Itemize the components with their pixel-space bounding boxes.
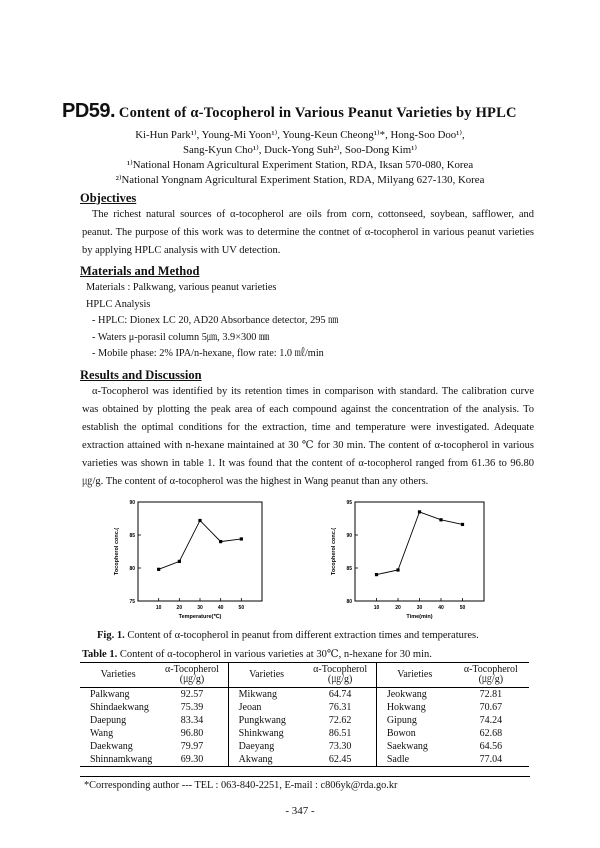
plot-frame — [355, 502, 484, 601]
variety-cell: Jeoan — [228, 701, 304, 714]
value-cell: 64.56 — [479, 740, 503, 752]
variety-cell: Hokwang — [376, 701, 452, 714]
value-cell: 73.30 — [328, 740, 352, 752]
header-unit: (㎍/g) — [327, 674, 353, 685]
data-point — [375, 573, 378, 576]
header-varieties: Varieties — [228, 663, 304, 688]
data-line — [377, 512, 463, 575]
table-label: Table 1. — [82, 649, 118, 660]
table-caption — [82, 648, 432, 660]
table-row — [80, 727, 529, 740]
x-tick-label: 40 — [217, 605, 224, 611]
time-chart — [325, 496, 490, 624]
table-row — [80, 688, 529, 702]
table-header-row — [80, 663, 529, 688]
data-point — [240, 537, 243, 540]
data-point — [198, 519, 201, 522]
variety-cell: Daeyang — [228, 740, 304, 753]
hplc-item: - Waters μ-porasil column 5㎛, 3.9×300 ㎜ — [92, 331, 270, 343]
value-cell: 64.74 — [328, 688, 352, 700]
footnote-rule — [80, 776, 530, 777]
figure-caption — [97, 630, 479, 641]
value-cell: 69.30 — [156, 753, 228, 767]
header-tocopherol-label: α-Tocopherol — [313, 664, 368, 675]
value-cell: 92.57 — [180, 688, 204, 700]
table-caption-text: Content of α-tocopherol in various varieties at 30℃, n-hexane for 30 min. — [119, 649, 432, 660]
x-tick-label: 50 — [459, 605, 466, 611]
header-tocopherol — [304, 663, 376, 688]
objectives-heading: Objectives — [80, 191, 137, 205]
y-tick-label: 90 — [346, 533, 352, 539]
plot-frame — [138, 502, 262, 601]
header-varieties: Varieties — [80, 663, 156, 688]
tocopherol-table — [80, 662, 529, 767]
variety-cell: Daepung — [90, 714, 127, 726]
figure-label: Fig. 1. — [97, 630, 125, 641]
hplc-item: - Mobile phase: 2% IPA/n-hexane, flow rate: 1.0 ㎖/min — [92, 348, 324, 359]
variety-cell: Sadle — [376, 753, 452, 767]
table-row — [80, 740, 529, 753]
author-line-2: Sang-Kyun Cho¹⁾, Duck-Yong Suh²⁾, Soo-Dong Kim¹⁾ — [182, 144, 418, 156]
header-tocopherol — [453, 663, 529, 688]
variety-cell: Shindaekwang — [90, 701, 149, 713]
header-tocopherol-label: α-Tocopherol — [165, 664, 219, 675]
x-tick-label: 10 — [373, 605, 380, 611]
x-tick-label: 20 — [395, 605, 401, 611]
y-tick-label: 85 — [129, 533, 135, 539]
data-point — [461, 523, 464, 526]
variety-cell: Wang — [90, 727, 114, 739]
table-row — [80, 714, 529, 727]
abstract-code: PD59. — [62, 100, 116, 122]
data-point — [439, 518, 442, 521]
footnote: *Corresponding author --- TEL : 063-840-2251, E-mail : c806yk@rda.go.kr — [84, 780, 398, 791]
figure-caption-text: Content of α-tocopherol in peanut from different extraction times and temperatures. — [127, 630, 479, 641]
variety-cell: Jeokwang — [376, 688, 452, 702]
value-cell: 72.62 — [328, 714, 352, 726]
title-text: Content of α-Tocopherol in Various Peanut Varieties by HPLC — [118, 105, 517, 121]
value-cell: 72.81 — [479, 688, 503, 700]
x-tick-label: 10 — [155, 605, 162, 611]
value-cell: 77.04 — [453, 753, 529, 767]
variety-cell: Saekwang — [376, 740, 452, 753]
value-cell: 76.31 — [328, 701, 352, 713]
x-tick-label: 40 — [438, 605, 444, 611]
variety-cell: Mikwang — [228, 688, 304, 702]
affiliation-2: ²⁾National Yongnam Agricultural Experiment Station, RDA, Milyang 627-130, Korea — [115, 174, 485, 186]
data-point — [178, 560, 181, 563]
variety-cell: Shinkwang — [228, 727, 304, 740]
data-point — [396, 568, 399, 571]
value-cell: 75.39 — [180, 701, 204, 713]
variety-cell: Shinnamkwang — [80, 753, 156, 767]
x-tick-label: 30 — [197, 605, 203, 611]
affiliation-1: ¹⁾National Honam Agricultural Experiment Station, RDA, Iksan 570-080, Korea — [126, 159, 474, 171]
hplc-item: - HPLC: Dionex LC 20, AD20 Absorbance detector, 295 ㎚ — [92, 315, 339, 326]
results-heading: Results and Discussion — [80, 368, 202, 382]
results-text: α-Tocopherol was identified by its retention times in comparison with standard. The calibration curve was obtained by plotting the peak area of each compound against the concentration of the analysis. To establish the optimal conditions for the extraction, time and temperature were investigated. Adequate extraction attained with n-hexane maintained at 30 ℃ for 30 min. The content of α-tocopherol in various varieties was shown in table 1. It was found that the content of α-tocopherol ranged from 61.36 to 96.80 ㎍/g. The content of α-tocopherol was the highest in Wang peanut than any others. — [82, 386, 534, 487]
author-line-1: Ki-Hun Park¹⁾, Young-Mi Yoon¹⁾, Young-Keun Cheong¹⁾*, Hong-Soo Doo¹⁾, — [135, 129, 465, 141]
variety-cell: Palkwang — [90, 688, 130, 700]
x-tick-label: 50 — [238, 605, 245, 611]
table-row — [80, 753, 529, 767]
paper-title — [62, 100, 517, 123]
hplc-heading: HPLC Analysis — [86, 298, 151, 310]
y-tick-label: 85 — [346, 566, 352, 572]
y-tick-label: 95 — [346, 500, 352, 506]
y-axis-label: Tocopherol conc.( — [331, 527, 337, 576]
x-axis-label: Temperature(℃) — [178, 614, 222, 620]
variety-cell: Bowon — [376, 727, 452, 740]
header-unit: (㎍/g) — [179, 674, 205, 685]
page-number: - 347 - — [285, 805, 315, 817]
x-tick-label: 30 — [416, 605, 423, 611]
y-tick-label: 75 — [129, 599, 135, 605]
value-cell: 96.80 — [180, 727, 204, 739]
data-point — [418, 510, 421, 513]
variety-cell: Daekwang — [90, 740, 133, 752]
data-point — [157, 568, 160, 571]
x-axis-label: Time(min) — [406, 614, 433, 620]
value-cell: 74.24 — [479, 714, 503, 726]
variety-cell: Gipung — [376, 714, 452, 727]
header-tocopherol — [156, 663, 228, 688]
materials-line: Materials : Palkwang, various peanut varieties — [86, 282, 277, 293]
methods-list — [86, 280, 338, 363]
header-unit: (㎍/g) — [478, 674, 504, 685]
objectives-text: The richest natural sources of α-tocopherol are oils from corn, cottonseed, soybean, safflower, and peanut. The purpose of this work was to determine the contnet of α-tocopherol in various peanut varieties by applying HPLC analysis with UV detection. — [82, 209, 534, 256]
header-varieties: Varieties — [376, 663, 452, 688]
value-cell: 79.97 — [180, 740, 204, 752]
value-cell: 86.51 — [328, 727, 352, 739]
data-point — [219, 540, 222, 543]
value-cell: 70.67 — [479, 701, 503, 713]
data-line — [159, 520, 242, 569]
x-tick-label: 20 — [176, 605, 183, 611]
y-axis-label: Tocopherol conc.( — [114, 527, 120, 576]
methods-heading: Materials and Method — [80, 264, 200, 278]
header-tocopherol-label: α-Tocopherol — [463, 664, 518, 675]
value-cell: 62.45 — [304, 753, 376, 767]
y-tick-label: 80 — [346, 599, 352, 605]
y-tick-label: 80 — [129, 566, 135, 572]
y-tick-label: 90 — [129, 500, 135, 506]
temperature-chart — [108, 496, 268, 624]
table-row — [80, 701, 529, 714]
variety-cell: Pungkwang — [228, 714, 304, 727]
variety-cell: Akwang — [228, 753, 304, 767]
value-cell: 83.34 — [180, 714, 204, 726]
value-cell: 62.68 — [479, 727, 503, 739]
